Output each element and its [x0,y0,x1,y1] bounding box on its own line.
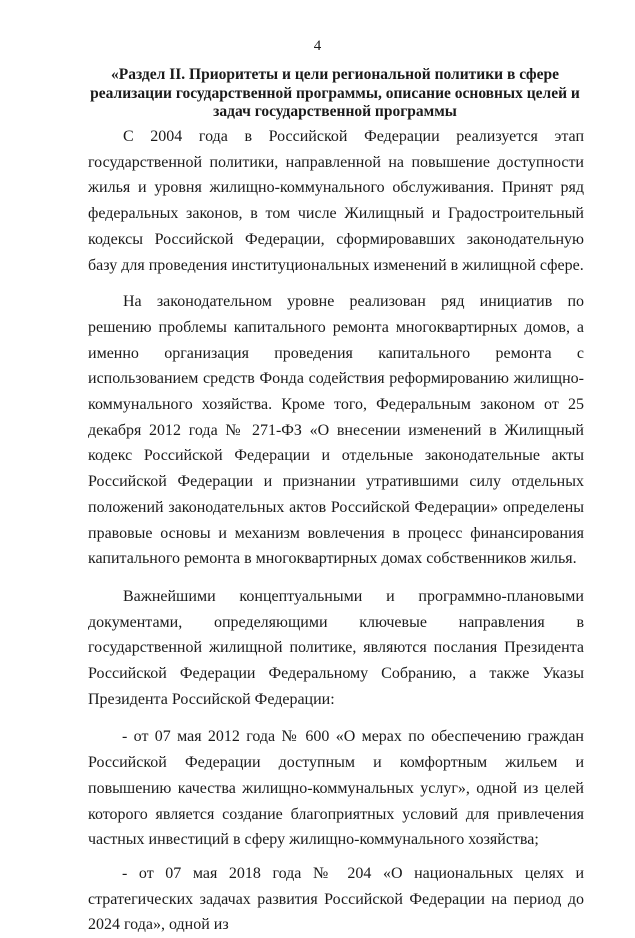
page-number: 4 [313,38,322,54]
paragraph-key-documents: Важнейшими концептуальными и программно-плановыми документами, определяющими ключевые направления в государственной жилищной политике, являются послания Президента Российской Федерации Федеральному Собранию, а также Указы Президента Российской Федерации: [88,587,584,708]
list-item-decree-204: - от 07 мая 2018 года № 204 «О национальных целях и стратегических задачах развития Российской Федерации на период до 2024 года», одной из [88,864,584,934]
paragraph-legislation: На законодательном уровне реализован ряд инициатив по решению проблемы капитального ремонта многоквартирных домов, а именно организация проведения капитального ремонта с использованием средств Фонда содействия реформированию жилищно-коммунального хозяйства. Кроме того, Федеральным законом от 25 декабря 2012 года № 271-ФЗ «О внесении изменений в Жилищный кодекс Российской Федерации и отдельные законодательные акты Российской Федерации и признании утратившими силу отдельных положений законодательных актов Российской Федерации» определены правовые основы и механизм вовлечения в процесс финансирования капитального ремонта в многоквартирных домах собственников жилья. [88,293,584,568]
section-heading: «Раздел II. Приоритеты и цели региональной политики в сфере реализации государственной программы, описание основных целей и задач государственной программы [90,66,580,120]
document-body [88,124,584,938]
list-item-decree-600: - от 07 мая 2012 года № 600 «О мерах по обеспечению граждан Российской Федерации доступным и комфортным жильем и повышению качества жилищно-коммунальных услуг», одной из целей которого является создание благоприятных условий для привлечения частных инвестиций в сферу жилищно-коммунального хозяйства; [88,728,584,849]
paragraph-history: С 2004 года в Российской Федерации реализуется этап государственной политики, направленной на повышение доступности жилья и уровня жилищно-коммунального обслуживания. Принят ряд федеральных законов, в том числе Жилищный и Градостроительный кодексы Российской Федерации, сформировавших законодательную базу для проведения институциональных изменений в жилищной сфере. [88,128,584,274]
